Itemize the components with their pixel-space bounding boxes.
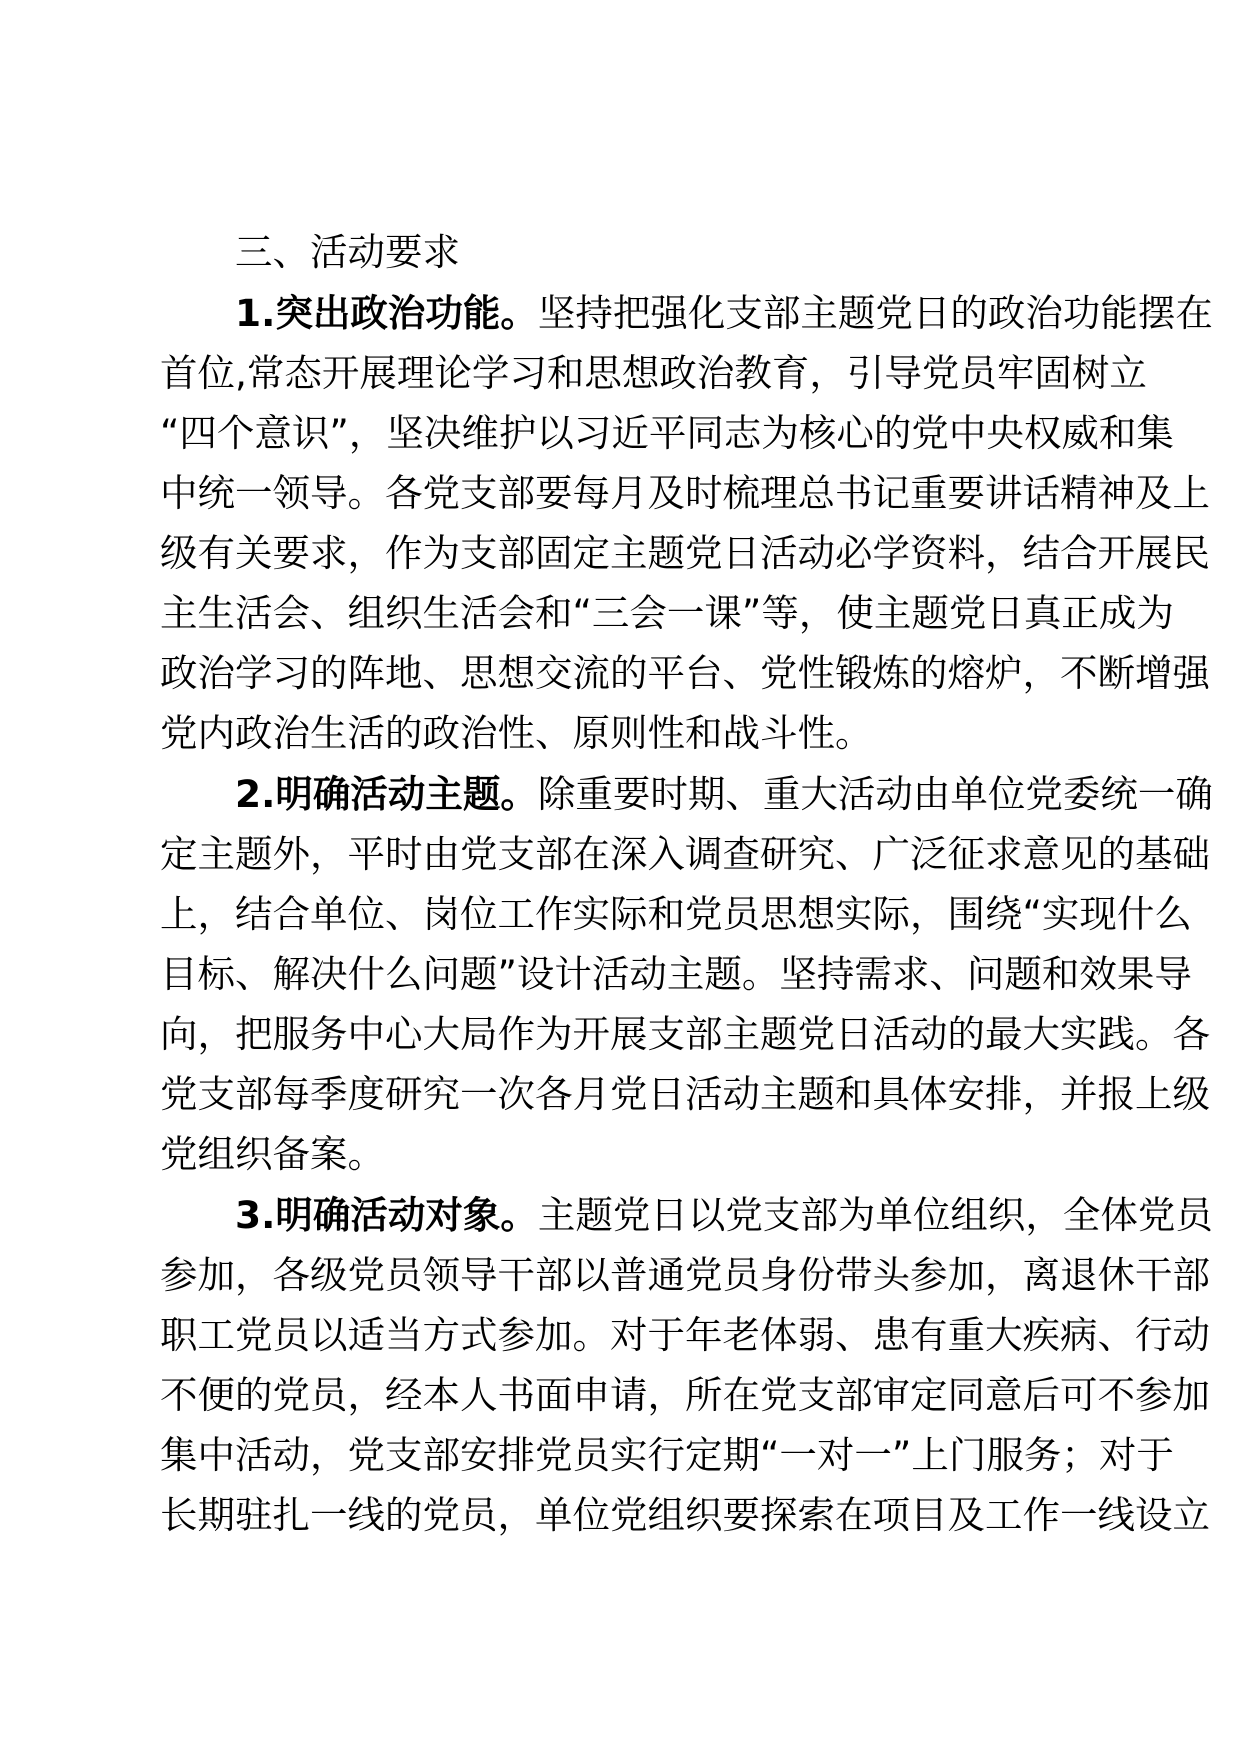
paragraph-text: 除重要时期、重大活动由单位党委统一确 bbox=[537, 772, 1213, 816]
paragraph-line: 不便的党员，经本人书面申请，所在党支部审定同意后可不参加 bbox=[160, 1373, 1210, 1417]
paragraph-line: 政治学习的阵地、思想交流的平台、党性锻炼的熔炉，不断增强 bbox=[160, 651, 1210, 695]
paragraph-first-line bbox=[160, 283, 1213, 343]
paragraph-1 bbox=[160, 283, 1213, 763]
paragraph-line: 集中活动，党支部安排党员实行定期“一对一”上门服务；对于 bbox=[160, 1433, 1174, 1477]
paragraph-line: 长期驻扎一线的党员，单位党组织要探索在项目及工作一线设立 bbox=[160, 1493, 1210, 1537]
paragraph-line: 向，把服务中心大局作为开展支部主题党日活动的最大实践。各 bbox=[160, 1012, 1210, 1056]
paragraph-line: 参加，各级党员领导干部以普通党员身份带头参加，离退休干部 bbox=[160, 1253, 1210, 1297]
paragraph-line: 上，结合单位、岗位工作实际和党员思想实际，围绕“实现什么 bbox=[160, 892, 1192, 936]
paragraph-2 bbox=[160, 764, 1213, 1184]
paragraph-line: 党内政治生活的政治性、原则性和战斗性。 bbox=[160, 711, 873, 755]
paragraph-line: 职工党员以适当方式参加。对于年老体弱、患有重大疾病、行动 bbox=[160, 1313, 1210, 1357]
paragraph-line: 首位,常态开展理论学习和思想政治教育，引导党员牢固树立 bbox=[160, 351, 1147, 395]
paragraph-line: 中统一领导。各党支部要每月及时梳理总书记重要讲话精神及上 bbox=[160, 471, 1210, 515]
section-heading: 三、活动要求 bbox=[235, 230, 460, 274]
paragraphs bbox=[160, 283, 1213, 1545]
paragraph-first-line bbox=[160, 1185, 1213, 1245]
paragraph-line: 党支部每季度研究一次各月党日活动主题和具体安排，并报上级 bbox=[160, 1072, 1210, 1116]
paragraph-lead-heading: 1.突出政治功能。 bbox=[235, 291, 538, 335]
paragraph-text: 坚持把强化支部主题党日的政治功能摆在 bbox=[537, 291, 1213, 335]
paragraph-first-line bbox=[160, 764, 1213, 824]
paragraph-line: 党组织备案。 bbox=[160, 1132, 385, 1176]
document-page bbox=[160, 222, 1213, 1545]
paragraph-line: 定主题外，平时由党支部在深入调查研究、广泛征求意见的基础 bbox=[160, 832, 1210, 876]
paragraph-line: 级有关要求，作为支部固定主题党日活动必学资料，结合开展民 bbox=[160, 531, 1210, 575]
paragraph-text: 主题党日以党支部为单位组织，全体党员 bbox=[537, 1193, 1213, 1237]
paragraph-line: 目标、解决什么问题”设计活动主题。坚持需求、问题和效果导 bbox=[160, 952, 1192, 996]
paragraph-3 bbox=[160, 1185, 1213, 1545]
paragraph-line: 主生活会、组织生活会和“三会一课”等，使主题党日真正成为 bbox=[160, 591, 1174, 635]
paragraph-lead-heading: 3.明确活动对象。 bbox=[235, 1193, 538, 1237]
paragraph-line: “四个意识”，坚决维护以习近平同志为核心的党中央权威和集 bbox=[160, 411, 1174, 455]
paragraph-lead-heading: 2.明确活动主题。 bbox=[235, 772, 538, 816]
